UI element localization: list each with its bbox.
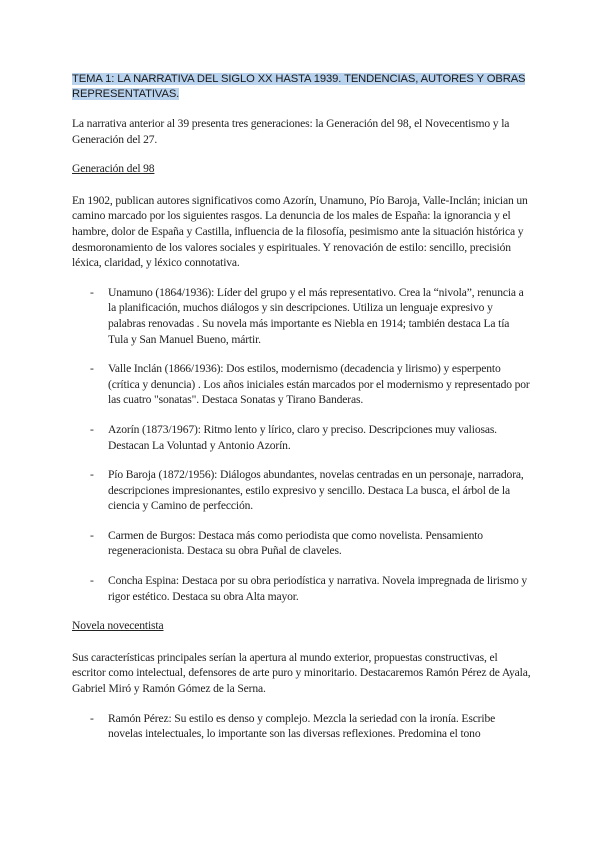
document-content	[72, 72, 532, 742]
list-item-text: Ramón Pérez: Su estilo es denso y complejo. Mezcla la seriedad con la ironía. Escribe novelas intelectuales, lo importante son las diversas reflexiones. Predomina el tono	[108, 711, 496, 741]
section-body-generacion-98: En 1902, publican autores significativos como Azorín, Unamuno, Pío Baroja, Valle-Inclán; inician un camino marcado por los siguientes rasgos. La denuncia de los males de España: la ignorancia y el hambre, dolor de España y Castilla, influencia de la filosofía, pesimismo ante la situación histórica y desmoronamiento de los valores sociales y espirituales. Y renovación de estilo: sencillo, precisión léxica, claridad, y léxico connotativa.	[72, 193, 528, 270]
section-heading-generacion-98: Generación del 98	[72, 162, 155, 176]
list-item-text: Valle Inclán (1866/1936): Dos estilos, modernismo (decadencia y lirismo) y esperpento (crítica y denuncia) . Los años iniciales están marcados por el modernismo y representado por las cuatro "sonatas". Destaca Sonatas y Tirano Banderas.	[108, 362, 530, 407]
list-dash: -	[90, 422, 94, 436]
author-list-generacion-98	[72, 285, 532, 605]
list-item-text: Concha Espina: Destaca por su obra periodística y narrativa. Novela impregnada de lirismo y rigor estético. Destaca su obra Alta mayor.	[108, 574, 528, 603]
list-dash: -	[90, 468, 94, 482]
list-item-carmen-de-burgos	[72, 528, 532, 559]
list-item-azorin	[72, 422, 532, 453]
author-list-novecentismo	[72, 711, 532, 742]
title-highlight: TEMA 1: LA NARRATIVA DEL SIGLO XX HASTA 1939. TENDENCIAS, AUTORES Y OBRAS REPRESENTATIVAS.	[72, 73, 526, 100]
list-item-text: Pío Baroja (1872/1956): Diálogos abundantes, novelas centradas en un personaje, narradora, descripciones impresionantes, estilo expresivo y sencillo. Destaca La busca, el árbol de la ciencia y Camino de perfección.	[108, 468, 524, 513]
list-item-pio-baroja	[72, 467, 532, 514]
list-dash: -	[90, 528, 94, 542]
list-dash: -	[90, 574, 94, 588]
document-title	[72, 72, 532, 102]
list-item-unamuno	[72, 285, 532, 347]
list-item-text: Carmen de Burgos: Destaca más como periodista que como novelista. Pensamiento regeneracionista. Destaca su obra Puñal de claveles.	[108, 528, 483, 558]
list-item-ramon-perez	[72, 711, 532, 742]
list-item-concha-espina	[72, 573, 532, 604]
section-body-novecentismo: Sus características principales serían la apertura al mundo exterior, propuestas constructivas, el escritor como intelectual, defensores de arte puro y minoritario. Destacaremos Ramón Pérez de Ayala, Gabriel Miró y Ramón Gómez de la Serna.	[72, 650, 531, 696]
intro-paragraph: La narrativa anterior al 39 presenta tres generaciones: la Generación del 98, el Novecentismo y la Generación del 27.	[72, 117, 510, 146]
section-heading-novecentismo: Novela novecentista	[72, 619, 164, 633]
list-item-text: Unamuno (1864/1936): Líder del grupo y el más representativo. Crea la “nivola”, renuncia a la planificación, muchos diálogos y sin descripciones. Utiliza un lenguaje expresivo y palabras renovadas . Su novela más importante es Niebla en 1914; también destaca La tía Tula y San Manuel Bueno, mártir.	[108, 285, 524, 346]
list-dash: -	[90, 362, 94, 376]
list-item-text: Azorín (1873/1967): Ritmo lento y lírico, claro y preciso. Descripciones muy valiosas. Destacan La Voluntad y Antonio Azorín.	[108, 422, 497, 452]
list-dash: -	[90, 285, 94, 299]
list-dash: -	[90, 711, 94, 725]
list-item-valle-inclan	[72, 361, 532, 408]
